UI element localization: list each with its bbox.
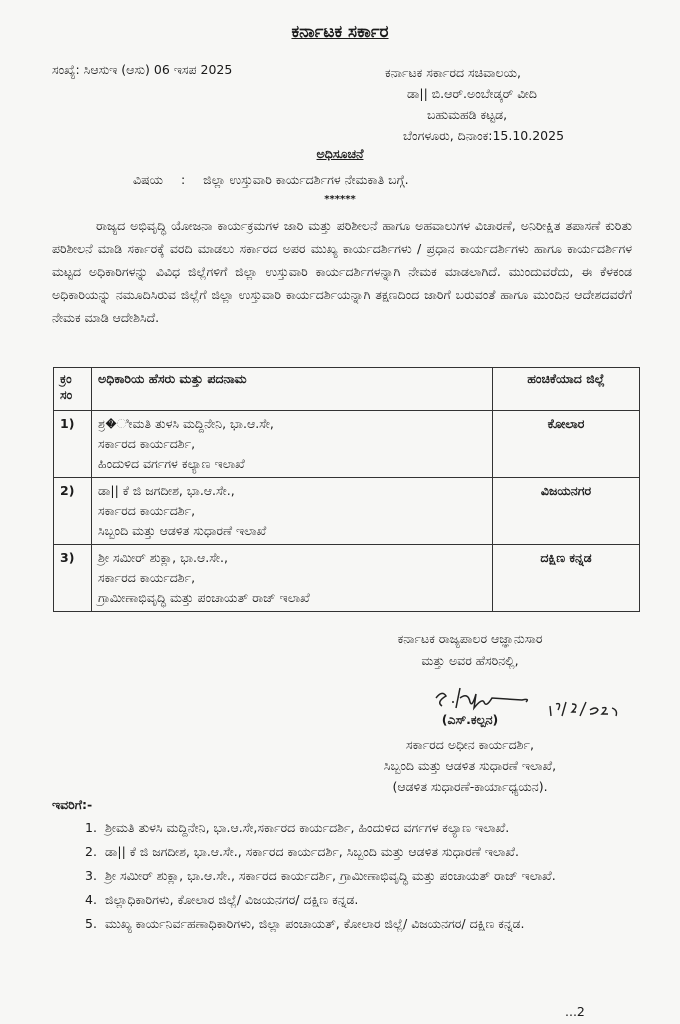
serial: 2) xyxy=(54,478,92,545)
reference-number: ಸಂಖ್ಯೆ: ಸಿಆಸುಇ (ಆಸು) 06 ಇಸಪ 2025 xyxy=(52,62,233,77)
list-item xyxy=(85,817,630,838)
authority-text: ಕರ್ನಾಟಕ ರಾಜ್ಯಪಾಲರ ಆಜ್ಞಾನುಸಾರ xyxy=(397,631,543,646)
authority-line xyxy=(330,628,610,672)
subject-text: ಜಿಲ್ಲಾ ಉಸ್ತುವಾರಿ ಕಾರ್ಯದರ್ಶಿಗಳ ನೇಮಕಾತಿ ಬಗ್ಗೆ. xyxy=(203,172,409,187)
officer-cell xyxy=(92,411,493,478)
table-header-row xyxy=(54,368,640,411)
table-row xyxy=(54,411,640,478)
notification-body: ರಾಜ್ಯದ ಅಭಿವೃದ್ಧಿ ಯೋಜನಾ ಕಾರ್ಯಕ್ರಮಗಳ ಜಾರಿ ಮತ್ತು ಪರಿಶೀಲನೆ ಹಾಗೂ ಅಹವಾಲುಗಳ ವಿಚಾರಣೆ, ಅನಿರೀಕ್ಷಿತ ತಪಾಸಣೆ ಕುರಿತು ಪರಿಶೀಲನೆ ಮಾಡಿ ಸರ್ಕಾರಕ್ಕೆ ವರದಿ ಮಾಡಲು ಸರ್ಕಾರದ ಅಪರ ಮುಖ್ಯ ಕಾರ್ಯದರ್ಶಿಗಳು / ಪ್ರಧಾನ ಕಾರ್ಯದರ್ಶಿಗಳು ಹಾಗೂ ಕಾರ್ಯದರ್ಶಿಗಳ ಮಟ್ಟದ ಅಧಿಕಾರಿಗಳನ್ನು ವಿವಿಧ ಜಿಲ್ಲೆಗಳಿಗೆ ಜಿಲ್ಲಾ ಉಸ್ತುವಾರಿ ಕಾರ್ಯದರ್ಶಿಗಳನ್ನಾಗಿ ನೇಮಕ ಮಾಡಲಾಗಿದೆ. ಮುಂದುವರೆದು, ಈ ಕೆಳಕಂಡ ಅಧಿಕಾರಿಯನ್ನು ನಮೂದಿಸಿರುವ ಜಿಲ್ಲೆಗೆ ಜಿಲ್ಲಾ ಉಸ್ತುವಾರಿ ಕಾರ್ಯದರ್ಶಿಯನ್ನಾಗಿ ತಕ್ಷಣದಿಂದ ಜಾರಿಗೆ ಬರುವಂತೆ ಹಾಗೂ ಮುಂದಿನ ಆದೇಶದವರೆಗೆ ನೇಮಕ ಮಾಡಿ ಆದೇಶಿಸಿದೆ. xyxy=(52,218,632,325)
officer-department: ಸಿಬ್ಬಂದಿ ಮತ್ತು ಆಡಳಿತ ಸುಧಾರಣೆ ಇಲಾಖೆ xyxy=(98,523,267,538)
officer-name: ಶ್ರೀ ಸಮೀರ್ ಶುಕ್ಲಾ, ಭಾ.ಆ.ಸೇ., xyxy=(98,550,228,565)
separator-stars: ****** xyxy=(324,194,356,205)
list-item xyxy=(85,913,630,934)
table-row xyxy=(54,545,640,612)
district: ದಕ್ಷಿಣ ಕನ್ನಡ xyxy=(493,545,640,612)
list-item xyxy=(85,865,630,886)
notification-heading: ಅಧಿಸೂಚನೆ xyxy=(316,146,364,161)
designation-line: ಸಿಬ್ಬಂದಿ ಮತ್ತು ಆಡಳಿತ ಸುಧಾರಣೆ ಇಲಾಖೆ, xyxy=(383,758,557,773)
address-line: ಬಹುಮಹಡಿ ಕಟ್ಟಡ, xyxy=(427,107,508,122)
authority-text: ಮತ್ತು ಅವರ ಹೆಸರಿನಲ್ಲಿ, xyxy=(421,653,519,668)
col-district: ಹಂಚಿಕೆಯಾದ ಜಿಲ್ಲೆ xyxy=(493,368,640,411)
subject-line xyxy=(133,172,423,188)
officer-name: ಡಾ|| ಕೆ ಜಿ ಜಗದೀಶ, ಭಾ.ಆ.ಸೇ., xyxy=(98,483,235,498)
district: ವಿಜಯನಗರ xyxy=(493,478,640,545)
page-continuation-marker: ...2 xyxy=(565,1004,585,1019)
col-officer: ಅಧಿಕಾರಿಯ ಹೆಸರು ಮತ್ತು ಪದನಾಮ xyxy=(92,368,493,411)
item-number: 2. xyxy=(85,844,97,859)
item-number: 4. xyxy=(85,892,97,907)
officer-department: ಗ್ರಾಮೀಣಾಭಿವೃದ್ಧಿ ಮತ್ತು ಪಂಚಾಯತ್ ರಾಜ್ ಇಲಾಖೆ xyxy=(98,590,310,605)
signatory-name: (ಎಸ್.ಕಲ್ಪನ) xyxy=(441,712,499,727)
list-item xyxy=(85,841,630,862)
officer-department: ಹಿಂದುಳಿದ ವರ್ಗಗಳ ಕಲ್ಯಾಣ ಇಲಾಖೆ xyxy=(98,456,245,471)
list-item xyxy=(85,889,630,910)
address-line: ಕರ್ನಾಟಕ ಸರ್ಕಾರದ ಸಚಿವಾಲಯ, xyxy=(385,65,521,80)
recipients-label: ಇವರಿಗೆ:- xyxy=(52,797,93,812)
signatory-designation xyxy=(330,734,610,797)
officer-name: ಶ್ರ�ೀಮತಿ ತುಳಸಿ ಮದ್ದಿನೇನಿ, ಭಾ.ಆ.ಸೇ, xyxy=(98,416,274,431)
item-text: ಮುಖ್ಯ ಕಾರ್ಯನಿರ್ವಹಣಾಧಿಕಾರಿಗಳು, ಜಿಲ್ಲಾ ಪಂಚಾಯತ್, ಕೋಲಾರ ಜಿಲ್ಲೆ/ ವಿಜಯನಗರ/ ದಕ್ಷಿಣ ಕನ್ನಡ. xyxy=(105,916,525,931)
item-text: ಶ್ರೀಮತಿ ತುಳಸಿ ಮದ್ದಿನೇನಿ, ಭಾ.ಆ.ಸೇ,ಸರ್ಕಾರದ ಕಾರ್ಯದರ್ಶಿ, ಹಿಂದುಳಿದ ವರ್ಗಗಳ ಕಲ್ಯಾಣ ಇಲಾಖೆ. xyxy=(105,820,510,835)
item-number: 3. xyxy=(85,868,97,883)
office-address xyxy=(385,62,605,146)
officer-designation: ಸರ್ಕಾರದ ಕಾರ್ಯದರ್ಶಿ, xyxy=(98,570,196,585)
officer-designation: ಸರ್ಕಾರದ ಕಾರ್ಯದರ್ಶಿ, xyxy=(98,503,196,518)
officer-designation: ಸರ್ಕಾರದ ಕಾರ್ಯದರ್ಶಿ, xyxy=(98,436,196,451)
address-date-line: ಬೆಂಗಳೂರು, ದಿನಾಂಕ:15.10.2025 xyxy=(403,128,565,143)
item-text: ಜಿಲ್ಲಾಧಿಕಾರಿಗಳು, ಕೋಲಾರ ಜಿಲ್ಲೆ/ ವಿಜಯನಗರ/ ದಕ್ಷಿಣ ಕನ್ನಡ. xyxy=(105,892,359,907)
serial: 1) xyxy=(54,411,92,478)
subject-label: ವಿಷಯ xyxy=(133,172,163,187)
officer-cell xyxy=(92,545,493,612)
address-line: ಡಾ|| ಬಿ.ಆರ್.ಅಂಬೇಡ್ಕರ್ ವೀದಿ xyxy=(407,86,537,101)
col-serial: ಕ್ರಂ ಸಂ xyxy=(54,368,92,411)
table-row xyxy=(54,478,640,545)
subject-separator: : xyxy=(180,172,186,187)
designation-line: (ಆಡಳಿತ ಸುಧಾರಣೆ-ಕಾರ್ಯಾಧ್ಯಯನ). xyxy=(392,779,548,794)
item-text: ಡಾ|| ಕೆ ಜಿ ಜಗದೀಶ, ಭಾ.ಆ.ಸೇ., ಸರ್ಕಾರದ ಕಾರ್ಯದರ್ಶಿ, ಸಿಬ್ಬಂದಿ ಮತ್ತು ಆಡಳಿತ ಸುಧಾರಣೆ ಇಲಾಖೆ. xyxy=(105,844,519,859)
recipients-list xyxy=(85,817,630,937)
item-number: 1. xyxy=(85,820,97,835)
item-number: 5. xyxy=(85,916,97,931)
officer-cell xyxy=(92,478,493,545)
serial: 3) xyxy=(54,545,92,612)
designation-line: ಸರ್ಕಾರದ ಅಧೀನ ಕಾರ್ಯದರ್ಶಿ, xyxy=(406,737,534,752)
document-title: ಕರ್ನಾಟಕ ಸರ್ಕಾರ xyxy=(291,22,389,42)
appointment-table xyxy=(53,367,640,612)
item-text: ಶ್ರೀ ಸಮೀರ್ ಶುಕ್ಲಾ, ಭಾ.ಆ.ಸೇ., ಸರ್ಕಾರದ ಕಾರ್ಯದರ್ಶಿ, ಗ್ರಾಮೀಣಾಭಿವೃದ್ಧಿ ಮತ್ತು ಪಂಚಾಯತ್ ರಾಜ್ ಇಲಾಖೆ. xyxy=(105,868,556,883)
district: ಕೋಲಾರ xyxy=(493,411,640,478)
